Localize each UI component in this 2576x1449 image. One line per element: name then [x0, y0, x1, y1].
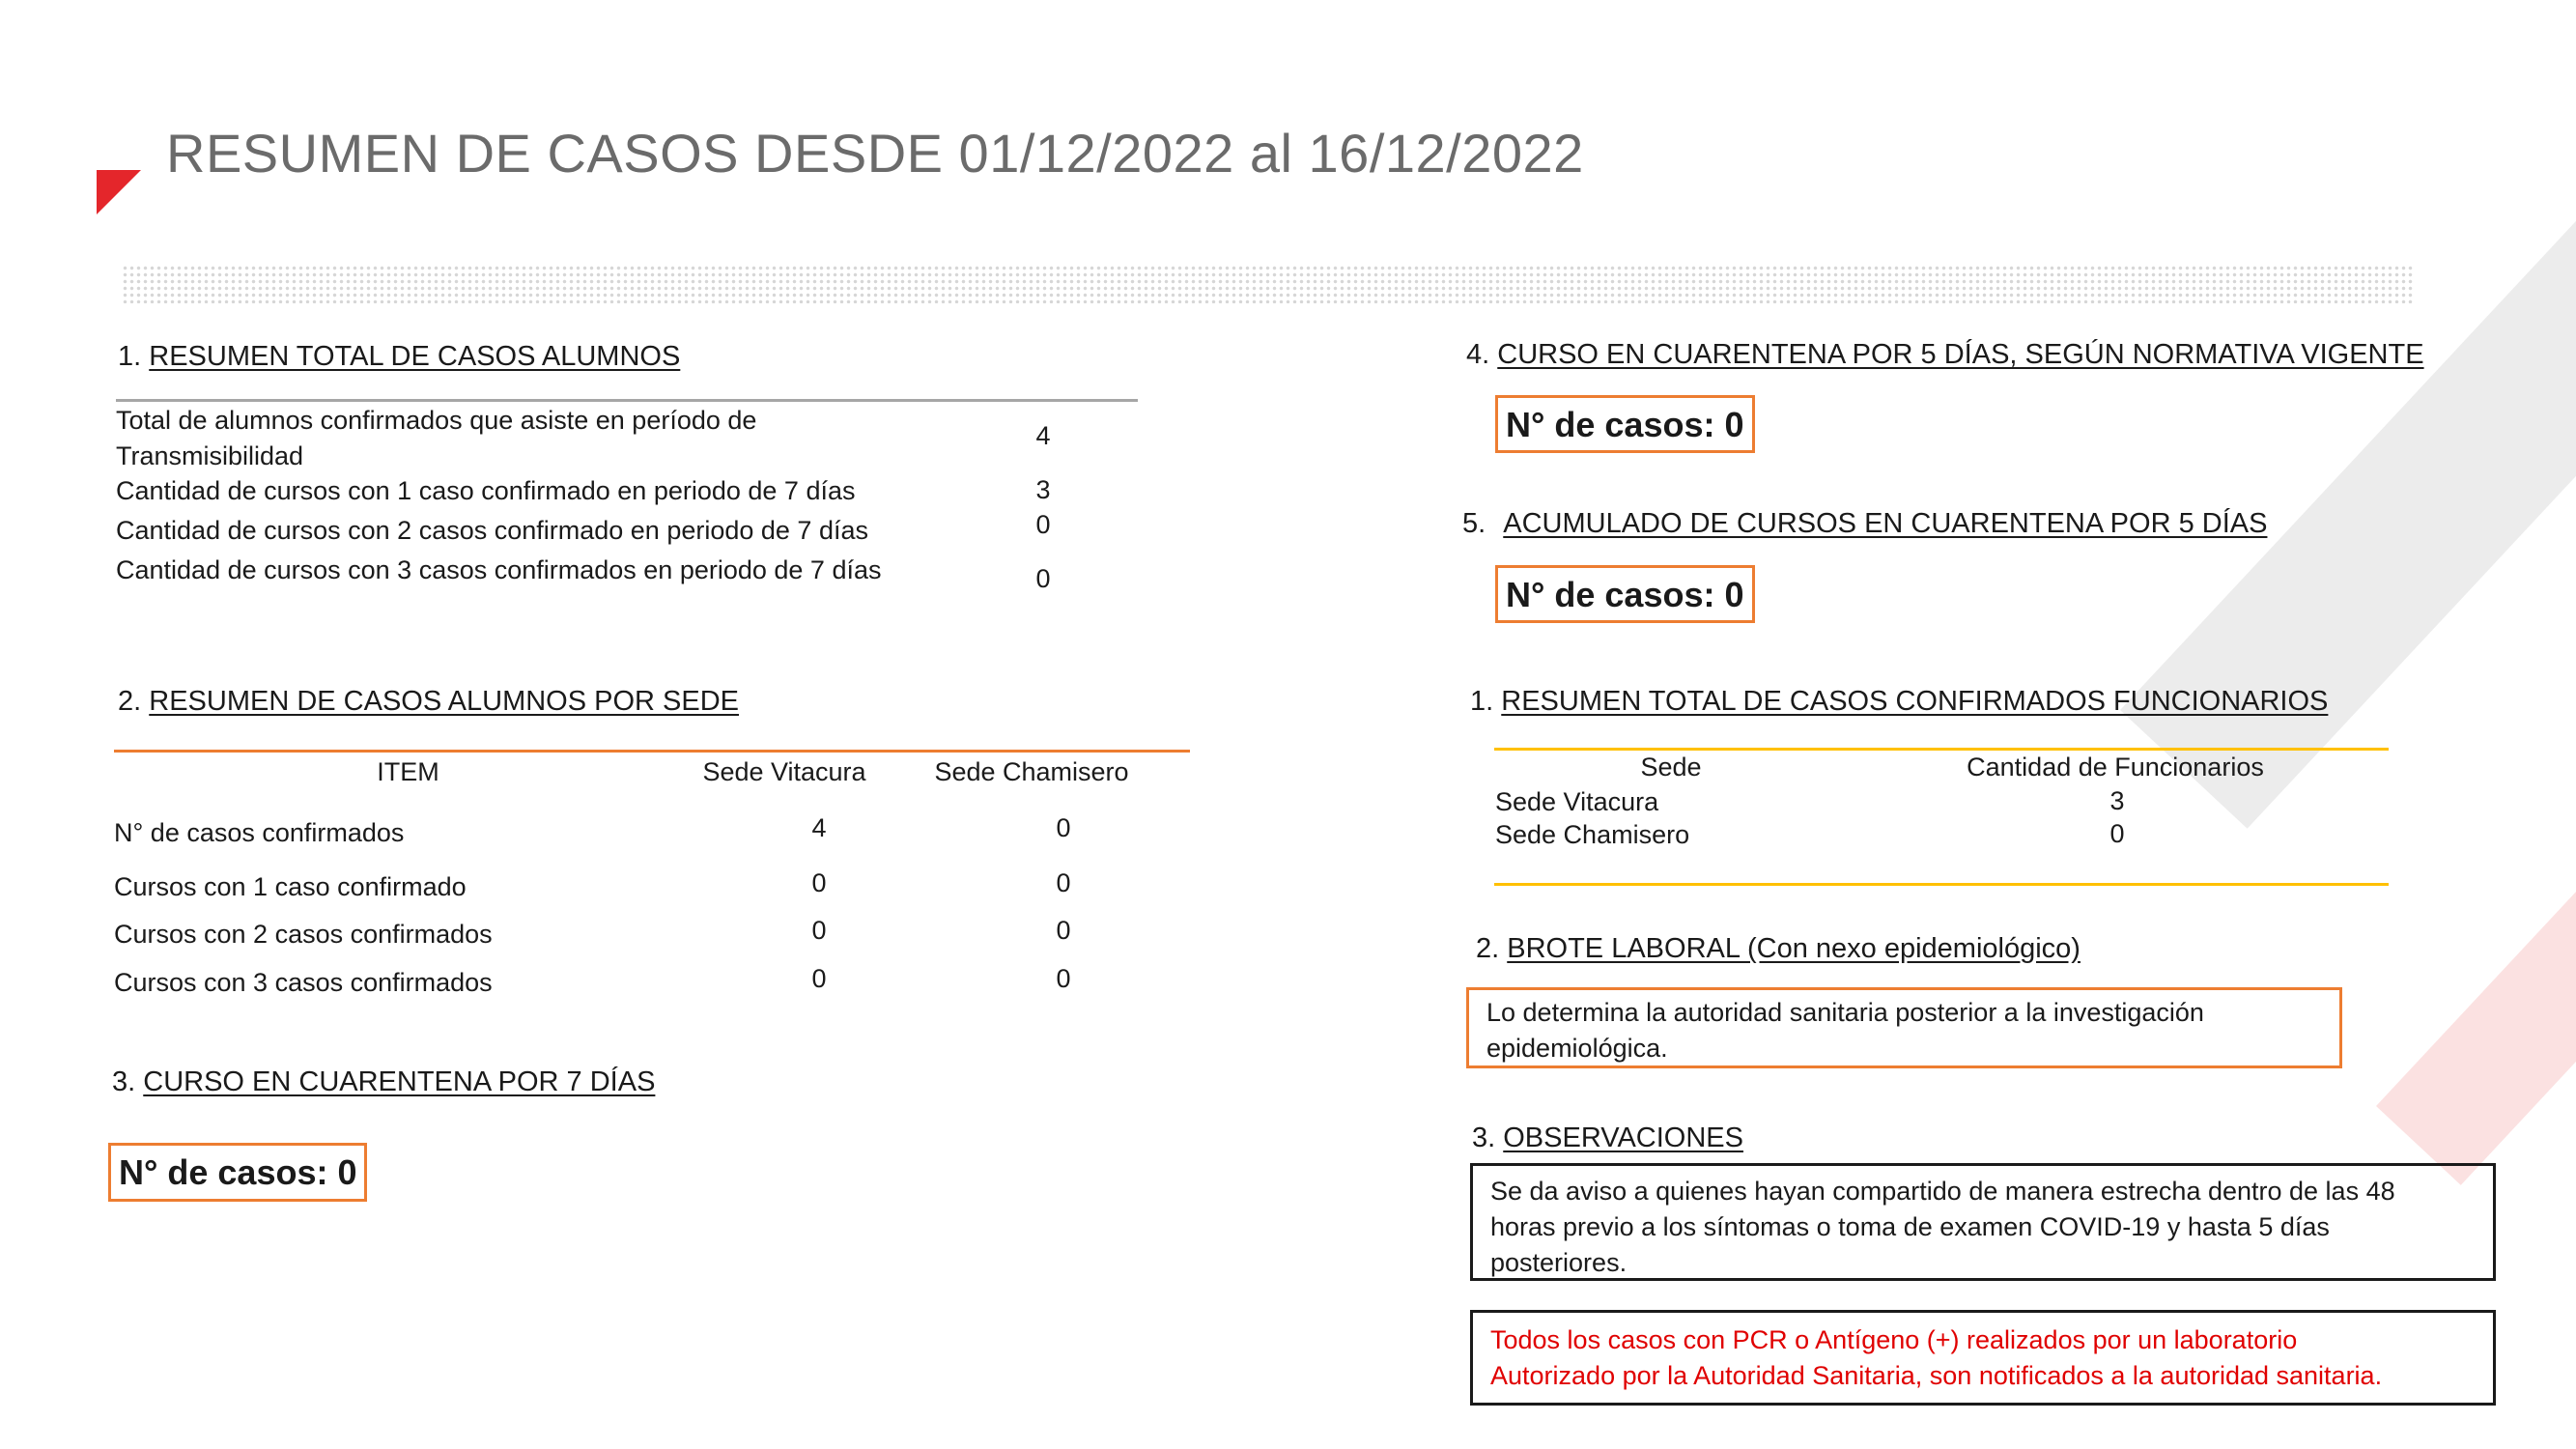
s2-row-1-chamisero: 0 — [1056, 813, 1071, 842]
section-3-heading — [112, 1066, 655, 1098]
s1-row-1-label-b: Transmisibilidad — [116, 441, 304, 470]
dotted-divider-band — [122, 265, 2413, 303]
outbreak-note-box — [1466, 987, 2342, 1068]
staff-row-2-cantidad: 0 — [2109, 819, 2125, 848]
s1-row-4-label: Cantidad de cursos con 3 casos confirmados en periodo de 7 días — [116, 555, 882, 584]
s2-row-1-item: N° de casos confirmados — [114, 818, 405, 847]
s2-header-chamisero: Sede Chamisero — [934, 757, 1129, 786]
section-3-label: CURSO EN CUARENTENA POR 7 DÍAS — [143, 1066, 656, 1097]
s1-row-2-label: Cantidad de cursos con 1 caso confirmado en periodo de 7 días — [116, 476, 856, 505]
section-2-heading — [118, 686, 739, 718]
s2-row-3-chamisero: 0 — [1056, 916, 1071, 945]
staff-table-bottom-rule — [1494, 883, 2389, 886]
observations-line-3: posteriores. — [1490, 1248, 1628, 1277]
page-title: RESUMEN DE CASOS DESDE 01/12/2022 al 16/12/2022 — [166, 123, 1584, 184]
staff-section-1-heading — [1470, 686, 2328, 718]
decorative-chevron-pink — [2376, 823, 2576, 1184]
section-4-case-count: N° de casos: 0 — [1495, 395, 1755, 453]
section-5-label: ACUMULADO DE CURSOS EN CUARENTENA POR 5 DÍAS — [1503, 508, 2268, 539]
red-corner-mark — [97, 170, 141, 214]
s2-row-2-chamisero: 0 — [1056, 868, 1071, 897]
staff-row-1-cantidad: 3 — [2109, 786, 2125, 815]
section-3-case-count: N° de casos: 0 — [108, 1143, 367, 1202]
staff-row-1-sede: Sede Vitacura — [1495, 787, 1659, 816]
s1-row-1-value: 4 — [1035, 421, 1051, 450]
section-4-label: CURSO EN CUARENTENA POR 5 DÍAS, SEGÚN NORMATIVA VIGENTE — [1497, 339, 2424, 370]
observations-line-1: Se da aviso a quienes hayan compartido de manera estrecha dentro de las 48 — [1490, 1177, 2395, 1206]
s2-row-2-item: Cursos con 1 caso confirmado — [114, 872, 467, 901]
section-2-rule — [114, 750, 1190, 753]
s2-row-3-item: Cursos con 2 casos confirmados — [114, 920, 493, 949]
notification-note-line-2: Autorizado por la Autoridad Sanitaria, son notificados a la autoridad sanitaria. — [1490, 1361, 2383, 1390]
staff-section-1-label: RESUMEN TOTAL DE CASOS CONFIRMADOS FUNCIONARIOS — [1501, 686, 2329, 717]
s2-row-2-vitacura: 0 — [811, 868, 827, 897]
staff-section-3-number: 3. — [1472, 1122, 1496, 1153]
section-4-heading — [1466, 339, 2424, 371]
section-1-heading — [118, 341, 680, 373]
section-5-heading — [1462, 508, 2267, 540]
s1-row-3-label: Cantidad de cursos con 2 casos confirmado en periodo de 7 días — [116, 516, 868, 545]
section-5-number: 5. — [1462, 508, 1486, 539]
s2-header-item: ITEM — [377, 757, 439, 786]
notification-note-line-1: Todos los casos con PCR o Antígeno (+) realizados por un laboratorio — [1490, 1325, 2298, 1354]
s2-row-3-vitacura: 0 — [811, 916, 827, 945]
staff-header-sede: Sede — [1640, 753, 1702, 781]
section-2-label: RESUMEN DE CASOS ALUMNOS POR SEDE — [149, 686, 739, 717]
s2-header-vitacura: Sede Vitacura — [702, 757, 866, 786]
s2-row-4-vitacura: 0 — [811, 964, 827, 993]
s2-row-4-item: Cursos con 3 casos confirmados — [114, 968, 493, 997]
decorative-chevron-gray — [2120, 145, 2576, 829]
s1-row-3-value: 0 — [1035, 510, 1051, 539]
section-3-number: 3. — [112, 1066, 136, 1097]
s1-row-2-value: 3 — [1035, 475, 1051, 504]
s1-row-4-value: 0 — [1035, 564, 1051, 593]
staff-section-2-number: 2. — [1476, 933, 1500, 964]
section-5-case-count: N° de casos: 0 — [1495, 565, 1755, 623]
staff-header-cantidad: Cantidad de Funcionarios — [1967, 753, 2264, 781]
staff-section-3-heading — [1472, 1122, 1743, 1154]
section-1-label: RESUMEN TOTAL DE CASOS ALUMNOS — [149, 341, 681, 372]
outbreak-note-line-2: epidemiológica. — [1486, 1034, 1668, 1063]
section-1-rule — [116, 399, 1138, 402]
outbreak-note-line-1: Lo determina la autoridad sanitaria posterior a la investigación — [1486, 998, 2204, 1027]
staff-section-2-heading — [1476, 933, 2081, 965]
staff-section-3-label: OBSERVACIONES — [1503, 1122, 1743, 1153]
staff-table-top-rule — [1494, 748, 2389, 751]
s2-row-1-vitacura: 4 — [811, 813, 827, 842]
section-2-number: 2. — [118, 686, 142, 717]
observations-line-2: horas previo a los síntomas o toma de examen COVID-19 y hasta 5 días — [1490, 1212, 2330, 1241]
staff-section-2-label: BROTE LABORAL (Con nexo epidemiológico) — [1507, 933, 2081, 964]
s1-row-1-label-a: Total de alumnos confirmados que asiste en período de — [116, 406, 757, 435]
staff-section-1-number: 1. — [1470, 686, 1494, 717]
staff-row-2-sede: Sede Chamisero — [1495, 820, 1690, 849]
section-1-number: 1. — [118, 341, 142, 372]
section-4-number: 4. — [1466, 339, 1490, 370]
observations-box — [1470, 1163, 2496, 1281]
notification-note-box — [1470, 1310, 2496, 1406]
s2-row-4-chamisero: 0 — [1056, 964, 1071, 993]
